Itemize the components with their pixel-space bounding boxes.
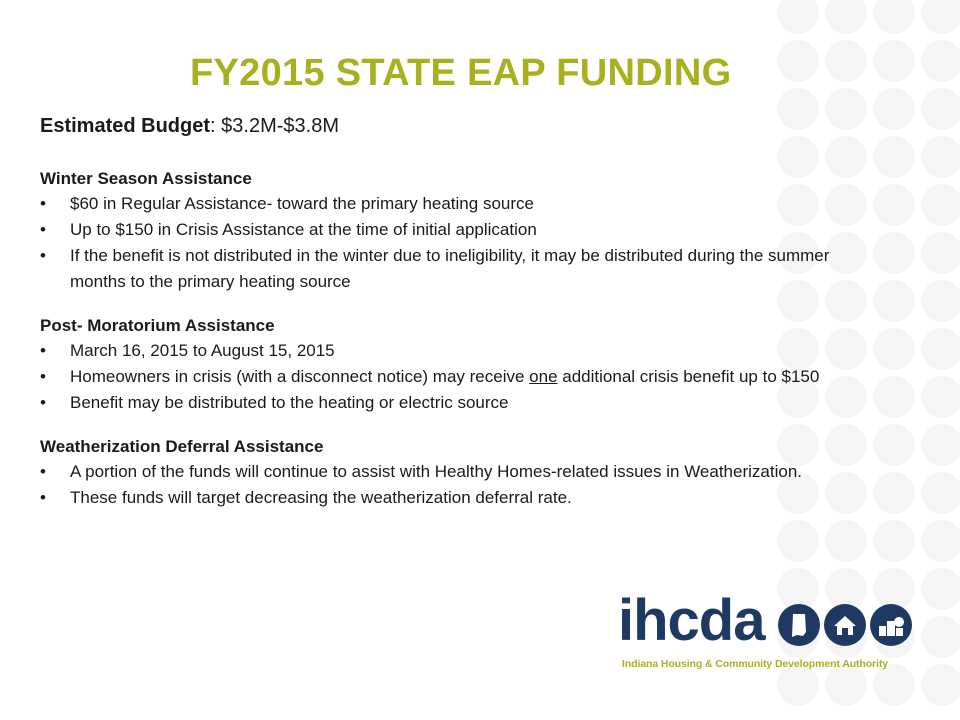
budget-label: Estimated Budget (40, 115, 211, 137)
logo-wordmark: ihcda (618, 588, 765, 653)
list-item: • A portion of the funds will continue to assist with Healthy Homes-related issues in Weatherization. (40, 459, 850, 485)
underlined-word: one (529, 367, 558, 386)
post-moratorium-list (40, 338, 850, 416)
indiana-state-icon (778, 604, 820, 646)
budget-value: : $3.2M-$3.8M (210, 115, 339, 137)
section-heading-post-moratorium: Post- Moratorium Assistance (40, 316, 275, 335)
ihcda-logo (618, 588, 918, 680)
item-text-after: additional crisis benefit up to $150 (557, 367, 820, 386)
list-item: • Benefit may be distributed to the heating or electric source (40, 390, 850, 416)
list-item: • These funds will target decreasing the weatherization deferral rate. (40, 485, 850, 511)
winter-list (40, 191, 850, 295)
list-item: • Up to $150 in Crisis Assistance at the time of initial application (40, 217, 850, 243)
community-development-icon (870, 604, 912, 646)
list-item: • March 16, 2015 to August 15, 2015 (40, 338, 850, 364)
section-heading-winter: Winter Season Assistance (40, 169, 252, 188)
slide-body (40, 113, 850, 530)
logo-tagline: Indiana Housing & Community Development Authority (622, 658, 888, 670)
house-icon (824, 604, 866, 646)
list-item: • If the benefit is not distributed in the winter due to ineligibility, it may be distributed during the summer months to the primary heating source (40, 243, 850, 295)
list-item: • $60 in Regular Assistance- toward the primary heating source (40, 191, 850, 217)
estimated-budget (40, 113, 850, 139)
section-heading-weatherization: Weatherization Deferral Assistance (40, 437, 324, 456)
item-text-before: Homeowners in crisis (with a disconnect notice) may receive (70, 367, 530, 386)
slide-title: FY2015 STATE EAP FUNDING (190, 52, 732, 94)
weatherization-list (40, 459, 850, 511)
list-item (40, 364, 850, 390)
